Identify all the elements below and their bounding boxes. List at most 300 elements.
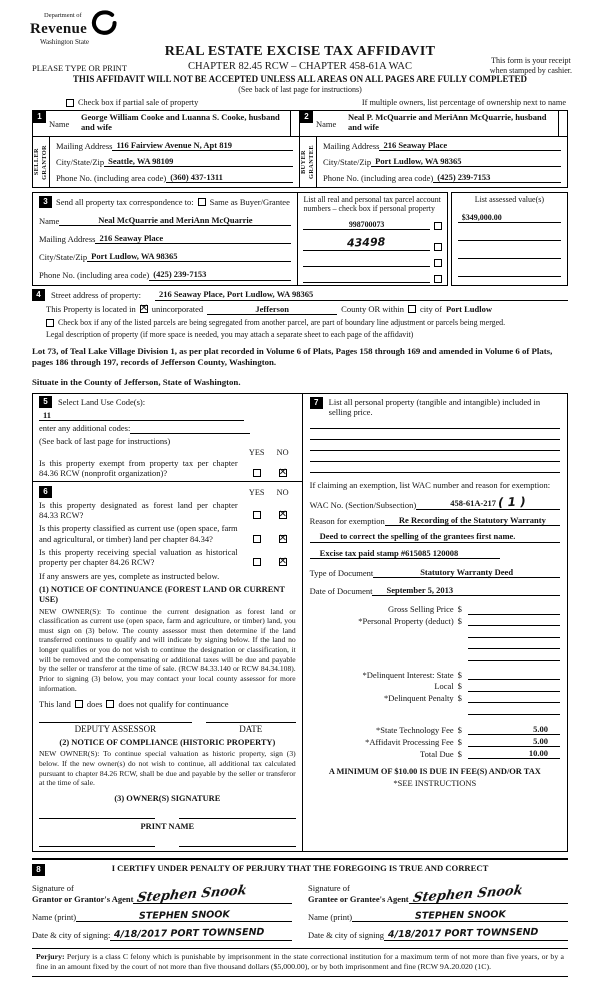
buyer-name-row [300,111,567,137]
minimum-fee-note: A MINIMUM OF $10.00 IS DUE IN FEE(S) AND/OR TAX [328,767,541,777]
grantor-signature: Stephen Snook [136,883,249,907]
sec7-heading-row [310,397,560,417]
dollar-sign: $ [457,681,462,692]
land-use-heading: Select Land Use Code(s): [58,397,146,408]
grantor-date-city: 4/18/2017 PORT TOWNSEND [114,926,265,941]
perjury-label: Perjury: [36,951,65,961]
additional-codes-row [39,423,296,433]
fee-table [310,604,560,759]
signature-of-label: Signature of [32,883,74,894]
fee-row-blank [310,639,560,650]
land-use-code-value[interactable]: 11 [39,410,244,421]
street-address-row [32,289,568,301]
land-use-code-row [39,410,296,421]
fee-label: Total Due [420,748,454,759]
correspondence-parcels-row [32,192,568,286]
parcel-row [303,220,441,230]
fee-row-delinquent-penalty [310,693,560,704]
yes-cell [244,534,270,544]
main-columns [32,393,568,852]
seller-name-value[interactable]: George William Cooke and Luanna S. Cooke, husband and wife [81,112,280,133]
dollar-sign: $ [457,669,462,680]
fee-row-blank [310,627,560,638]
situate-text: Situate in the County of Jefferson, State of Washington. [32,376,241,387]
fee-row-blank [310,650,560,661]
corr-mailing-row [39,233,291,244]
owners-signature-label: (3) OWNER(S) SIGNATURE [114,793,221,803]
yes-header: YES [248,488,265,498]
fee-label: *Affidavit Processing Fee [365,736,454,747]
if-yes-note: If any answers are yes, complete as instructed below. [39,571,220,582]
form-header [0,0,600,96]
personal-property-line[interactable] [310,462,560,473]
current-use-yes-checkbox[interactable] [253,535,261,543]
logo-text [30,12,89,46]
parcel-row [303,257,441,267]
section-5-number: 5 [39,396,52,408]
grantee-print-line[interactable] [352,910,568,922]
seller-section [33,111,300,187]
grantor-agent-label: Grantor or Grantor's Agent [32,893,134,904]
personal-property-line[interactable] [310,429,560,440]
notice1-title: (1) NOTICE OF CONTINUANCE (FOREST LAND OR CURRENT USE) [39,585,285,605]
section-6-number: 6 [39,486,52,498]
partial-sale-group [66,98,198,108]
doc-date-row [310,585,560,596]
fee-value[interactable] [468,639,560,649]
corr-mailing-label: Mailing Address [39,234,96,245]
buyer-percentage-column[interactable] [558,111,567,136]
seller-mailing-label: Mailing Address [56,141,113,151]
personal-property-section [303,393,568,852]
no-header: NO [276,447,289,457]
fee-value[interactable]: 10.00 [468,748,560,759]
buyer-city-row [323,156,561,167]
additional-codes-value[interactable] [130,424,250,434]
assessor-signature-lines [39,722,296,723]
fee-row-state-tech-fee [310,724,560,735]
city-of-label: city of [419,304,442,315]
reason-row3 [310,548,500,559]
fee-label: *State Technology Fee [376,724,454,735]
parcel-number-value[interactable]: 998700073 [303,220,429,230]
grantee-date-label: Date & city of signing [308,930,385,941]
receipt-note [490,56,572,76]
city-checkbox[interactable] [408,305,416,313]
parcel-number-value[interactable] [303,273,429,283]
legal-description-label: Legal description of property (if more space is needed, you may attach a separate sheet to each page of the affidavit) [46,330,414,340]
city-name-value[interactable]: Port Ludlow [445,304,492,315]
fee-row-gross [310,604,560,615]
no-cell [270,468,296,478]
fee-row-affidavit-fee [310,736,560,747]
segregated-row [46,318,568,327]
grantee-print-label: Name (print) [308,911,353,922]
fee-label: *Personal Property (deduct) [358,615,454,626]
fee-value[interactable] [468,705,560,715]
warning-line: THIS AFFIDAVIT WILL NOT BE ACCEPTED UNLESS ALL AREAS ON ALL PAGES ARE FULLY COMPLETED [72,74,528,84]
certify-statement: I CERTIFY UNDER PENALTY OF PERJURY THAT THE FOREGOING IS TRUE AND CORRECT [111,863,489,874]
fee-value[interactable] [468,616,560,626]
assessed-value[interactable] [458,249,561,259]
left-column [32,393,303,852]
current-use-question: Is this property classified as current use (open space, farm and agricultural, or timber) land per chapter 84.34? [39,523,238,544]
fee-row-personal-property [310,616,560,627]
logo-dept-text: Department of [44,12,82,19]
doc-date-label: Date of Document [309,585,373,596]
deputy-assessor-label: DEPUTY ASSESSOR [74,723,157,734]
doc-date-value[interactable]: September 5, 2013 [372,585,560,596]
seller-city-row [56,156,293,167]
notice2-title: (2) NOTICE OF COMPLIANCE (HISTORIC PROPERTY) [59,738,276,748]
fee-label: Gross Selling Price [388,604,454,615]
buyer-city-label: City/State/Zip [323,156,372,167]
property-location-row [46,304,568,315]
seller-field-column [50,137,299,187]
buyer-phone-value[interactable]: (425) 239-7153 [433,172,561,183]
corr-mailing-value[interactable]: 216 Seaway Place [95,233,291,244]
grantee-date-city: 4/18/2017 PORT TOWNSEND [387,926,539,941]
land-use-heading-row [39,396,296,408]
buyer-role-word: BUYER [300,149,308,175]
forest-no-checkbox[interactable] [279,511,287,519]
grantee-signature-block [308,877,568,940]
forest-question: Is this property designated as forest land per chapter 84.33 RCW? [39,500,238,521]
current-use-question-row [39,523,296,543]
corr-phone-label: Phone No. (including area code) [39,270,150,281]
fee-label: *Delinquent Interest: State [362,669,454,680]
sec5-yes-no-header [39,448,296,458]
reason-row [310,515,560,526]
reason-label: Reason for exemption [309,516,385,527]
partial-sale-checkbox[interactable] [66,99,74,107]
seller-percentage-column[interactable] [290,111,299,136]
assessed-values-box [451,192,568,286]
corr-name-row [39,215,291,226]
land-use-section [33,394,302,482]
section-7-number: 7 [310,397,323,409]
correspondence-heading: Send all property tax correspondence to: [56,196,194,207]
additional-codes-label: enter any additional codes: [39,423,131,434]
handwritten-wac-subsection: ( 1 ) [497,494,527,510]
partial-sale-label: Check box if partial sale of property [78,98,199,108]
no-header: NO [276,488,289,498]
grantor-print-line[interactable] [76,910,292,922]
fee-value[interactable]: 5.00 [468,736,560,747]
perjury-notice [32,948,568,977]
parcel-number-value-handwritten[interactable] [303,236,429,250]
parcel-personal-checkbox[interactable] [434,243,442,251]
located-in-label: This Property is located in [46,304,136,315]
historical-question: Is this property receiving special valuation as historical property per chapter 84.26 RCW? [39,546,238,568]
dollar-sign: $ [457,604,462,615]
unincorporated-checkbox[interactable] [140,305,148,313]
certification-section [32,858,568,940]
logo-state-text: Washington State [40,37,90,46]
signature-halves [32,877,568,940]
assessed-value[interactable] [458,267,561,277]
grantor-printed-name: STEPHEN SNOOK [138,908,230,922]
grantee-printed-name: STEPHEN SNOOK [414,908,506,922]
classification-section [33,482,302,851]
doc-type-value[interactable]: Statutory Warranty Deed [373,567,560,578]
seller-role-word: SELLER [33,148,41,176]
yes-header: YES [248,447,265,457]
historical-no-checkbox[interactable] [279,558,287,566]
owner-signature-line[interactable] [39,818,155,819]
buyer-phone-label: Phone No. (including area code) [323,172,434,183]
corr-city-label: City/State/Zip [39,252,88,263]
receipt-note-line2: when stamped by cashier. [489,66,572,75]
grantee-signature-row [308,883,568,907]
corr-phone-row [39,269,291,280]
wac-value-line[interactable] [416,495,560,510]
buyer-field-column [317,137,567,187]
fee-value[interactable] [468,693,560,703]
see-back-note: (See back of last page for instructions) [39,435,171,446]
fee-row-total-due [310,748,560,759]
reason-line3[interactable]: Excise tax paid stamp #615085 120008 [310,548,500,559]
grantor-signature-row [32,883,292,907]
logo-revenue-text: Revenue [30,20,88,37]
assessed-heading: List assessed value(s) [474,195,545,204]
grantor-print-label: Name (print) [32,911,77,922]
exempt-question-row [39,458,296,478]
same-as-buyer-label: Same as Buyer/Grantee [209,196,290,207]
fee-label: *Delinquent Penalty [384,692,454,703]
reason-row2 [310,531,560,542]
grantor-date-row [32,928,292,940]
fee-value[interactable] [468,651,560,661]
exemption-intro: If claiming an exemption, list WAC number and reason for exemption: [309,479,551,490]
parcel-row [303,236,441,250]
revenue-swirl-icon [91,10,117,36]
grantee-signature-line[interactable] [409,883,568,907]
seller-mailing-row [56,140,293,151]
grantor-print-row [32,910,292,922]
seeback-note: (See back of last page for instructions) [238,85,362,94]
seller-phone-row [56,172,293,183]
buyer-fields [300,137,567,187]
corr-name-label: Name [39,215,60,226]
section-8-number: 8 [32,864,45,876]
buyer-name-label: Name [316,119,337,129]
legal-description-text: Lot 73, of Teal Lake Village Division 1, as per plat recorded in Volume 6 of Plats, Pages 158 through 169 and amended in Volume 6 of Plats, pages 186 through 197, records of Jefferson County, Washington. [32,345,553,368]
parcel-number-value[interactable] [303,257,429,267]
parcel-personal-checkbox[interactable] [434,275,442,283]
does-checkbox[interactable] [75,700,83,708]
yes-cell [244,468,270,478]
notice1-body: NEW OWNER(S): To continue the current designation as forest land or classification as current use (open space, farm and agriculture, or timber) land, you must sign on (3) below. The county assessor must then determine if the land transferred continues to qualify and will indicate by signing below. If the land no longer qualifies or you do not wish to continue the designation or classification, it will be removed and the compensating or additional taxes will be due and payable by the seller or transferor at the time of sale. (RCW 84.33.140 or RCW 84.34.108). Prior to signing (3) below, you may contact your local county assessor for more information. [39,606,296,693]
dollar-sign: $ [457,615,462,626]
seller-phone-value[interactable]: (360) 437-1311 [166,172,293,183]
historical-yes-checkbox[interactable] [253,558,261,566]
owner-signature-lines [39,818,296,819]
assessor-labels-row [39,724,296,735]
seller-mailing-value[interactable]: 116 Fairview Avenue N, Apt 819 [112,140,293,151]
grantee-agent-label: Grantee or Grantee's Agent [308,893,409,904]
same-as-buyer-checkbox[interactable] [198,198,206,206]
please-type-note: PLEASE TYPE OR PRINT [32,63,128,73]
does-not-label: does not qualify for continuance [118,699,229,710]
legal-description-label-row [46,330,568,339]
fee-value[interactable]: 5.00 [468,724,560,735]
print-name-line[interactable] [39,846,155,847]
exempt-question: Is this property exempt from property tax per chapter 84.36 RCW (nonprofit organization)? [39,457,238,478]
fee-value[interactable] [468,605,560,615]
fee-row-delinquent-state [310,670,560,681]
grantee-role-word: GRANTEE [308,145,315,179]
seller-name-row [33,111,299,137]
no-cell [270,557,296,567]
chapter-subtitle: CHAPTER 82.45 RCW – CHAPTER 458-61A WAC [188,61,412,72]
county-or-label: County OR within [341,304,404,315]
seller-name-label: Name [49,119,70,129]
deputy-assessor-line[interactable] [39,722,192,723]
handwritten-parcel-number: 43498 [347,235,386,251]
buyer-mailing-label: Mailing Address [323,141,380,151]
personal-property-heading: List all personal property (tangible and intangible) included in selling price. [328,397,541,418]
exempt-no-checkbox[interactable] [279,469,287,477]
parcel-heading: List all real and personal tax parcel account numbers – check box if personal property [303,195,441,214]
grantee-signature-label [308,883,409,903]
this-land-label: This land [39,699,71,710]
buyer-name-value[interactable]: Neal P. McQuarrie and MeriAnn McQuarrie, husband and wife [348,112,547,133]
forest-yes-checkbox[interactable] [253,511,261,519]
exempt-yes-checkbox[interactable] [253,469,261,477]
fee-value[interactable] [468,628,560,638]
print-name-line[interactable] [179,846,295,847]
grantor-signature-line[interactable] [133,883,292,907]
buyer-phone-row [323,172,561,183]
fee-value[interactable] [468,670,560,680]
no-cell [270,510,296,520]
dollar-sign: $ [457,692,462,703]
land-qualify-row [39,699,296,709]
forest-question-row [39,500,296,520]
multiple-owners-note: If multiple owners, list percentage of ownership next to name [361,98,566,108]
print-name-lines [39,846,296,847]
personal-property-line[interactable] [310,451,560,462]
segregated-note: Check box if any of the listed parcels are being segregated from another parcel, are part of boundary line adjustment or parcels being merged. [58,317,506,327]
grantor-role-word: GRANTOR [41,144,48,180]
assessor-date-label: DATE [239,723,263,734]
parcel-row [303,273,441,283]
historical-question-row [39,547,296,567]
corr-name-value[interactable]: Neal McQuarrie and MeriAnn McQuarrie [59,215,291,226]
grantee-date-line[interactable] [384,928,568,940]
parties-box [32,110,568,188]
buyer-mailing-row [323,140,561,151]
dollar-sign: $ [457,736,462,747]
does-label: does [86,699,103,710]
grantee-print-row [308,910,568,922]
grantee-signature: Stephen Snook [411,883,524,907]
fee-row-blank [310,704,560,715]
parcel-numbers-box [298,192,447,286]
buyer-section [300,111,567,187]
yes-cell [244,557,270,567]
partial-sale-row [66,96,566,110]
grantee-date-row [308,928,568,940]
section-1-number: 1 [33,111,46,123]
county-value[interactable]: Jefferson [207,304,337,315]
doc-type-label: Type of Document [309,567,374,578]
seller-phone-label: Phone No. (including area code) [56,172,167,183]
tax-correspondence-section [32,192,298,286]
section-2-number: 2 [300,111,313,123]
grantor-signature-label [32,883,133,903]
dollar-sign: $ [457,724,462,735]
corr-phone-value[interactable]: (425) 239-7153 [149,269,291,280]
parcel-personal-checkbox[interactable] [434,222,442,230]
print-name-label: PRINT NAME [140,822,195,832]
owner-signature-line[interactable] [179,818,295,819]
grantor-date-line[interactable] [110,928,292,940]
wac-row [310,495,560,510]
signature-of-label: Signature of [308,883,350,894]
buyer-city-value[interactable]: Port Ludlow, WA 98365 [371,156,561,167]
assessed-value[interactable] [458,231,561,241]
spacer [52,486,244,498]
yes-cell [244,510,270,520]
does-not-checkbox[interactable] [106,700,114,708]
personal-property-line[interactable] [310,418,560,429]
seller-city-value[interactable]: Seattle, WA 98109 [104,156,293,167]
correspondence-heading-row [39,196,291,208]
street-address-label: Street address of property: [51,290,141,301]
section-3-number: 3 [39,196,52,208]
sec6-yes-no-header [39,486,296,498]
fee-row-delinquent-local [310,681,560,692]
see-instructions-note: *SEE INSTRUCTIONS [393,778,477,789]
notice2-body: NEW OWNER(S): To continue special valuation as historic property, sign (3) below. If the new owner(s) do not wish to continue, all additional tax calculated pursuant to chapter 84.26 RCW, shall be due and payable by the seller or transferor at the time of sale. [39,749,296,788]
receipt-note-line1: This form is your receipt [491,56,571,65]
corr-city-value[interactable]: Port Ludlow, WA 98365 [87,251,291,262]
segregated-checkbox[interactable] [46,319,54,327]
unincorporated-label: unincorporated [151,304,204,315]
buyer-mailing-value[interactable]: 216 Seaway Place [379,140,561,151]
grantor-date-label: Date & city of signing: [32,930,111,941]
current-use-no-checkbox[interactable] [279,535,287,543]
doc-type-row [310,567,560,578]
personal-property-line[interactable] [310,440,560,451]
street-address-section [32,289,568,340]
form-title: REAL ESTATE EXCISE TAX AFFIDAVIT [164,44,436,59]
seller-grantor-vertical-label [33,137,50,187]
wac-label: WAC No. (Section/Subsection) [309,499,417,510]
no-cell [270,534,296,544]
reason-line2[interactable]: Deed to correct the spelling of the grantees first name. [310,531,560,542]
parcel-personal-checkbox[interactable] [434,259,442,267]
fee-value[interactable] [468,682,560,692]
corr-city-row [39,251,291,262]
buyer-grantee-vertical-label [300,137,317,187]
perjury-text: Perjury is a class C felony which is punishable by imprisonment in the state correctional institution for a maximum term of not more than five years, or by a fine in an amount fixed by the court of not more than five thousand dollars ($5,000.00), or by both imprisonment and fine (RCW 9A.20.020 (1C). [36,951,564,971]
reason-line1[interactable]: Re Recording of the Statutory Warranty [385,515,560,526]
seller-city-label: City/State/Zip [56,156,105,167]
grantor-signature-block [32,877,292,940]
dollar-sign: $ [457,748,462,759]
assessor-date-line[interactable] [206,722,296,723]
spacer [39,448,244,458]
fee-label: Local [434,681,454,692]
street-address-value[interactable]: 216 Seaway Place, Port Ludlow, WA 98365 [155,289,568,300]
assessed-value[interactable]: $349,000.00 [458,213,561,224]
wac-number: 458-61A-217 [450,497,497,508]
seller-fields [33,137,299,187]
section-4-number: 4 [32,289,45,301]
